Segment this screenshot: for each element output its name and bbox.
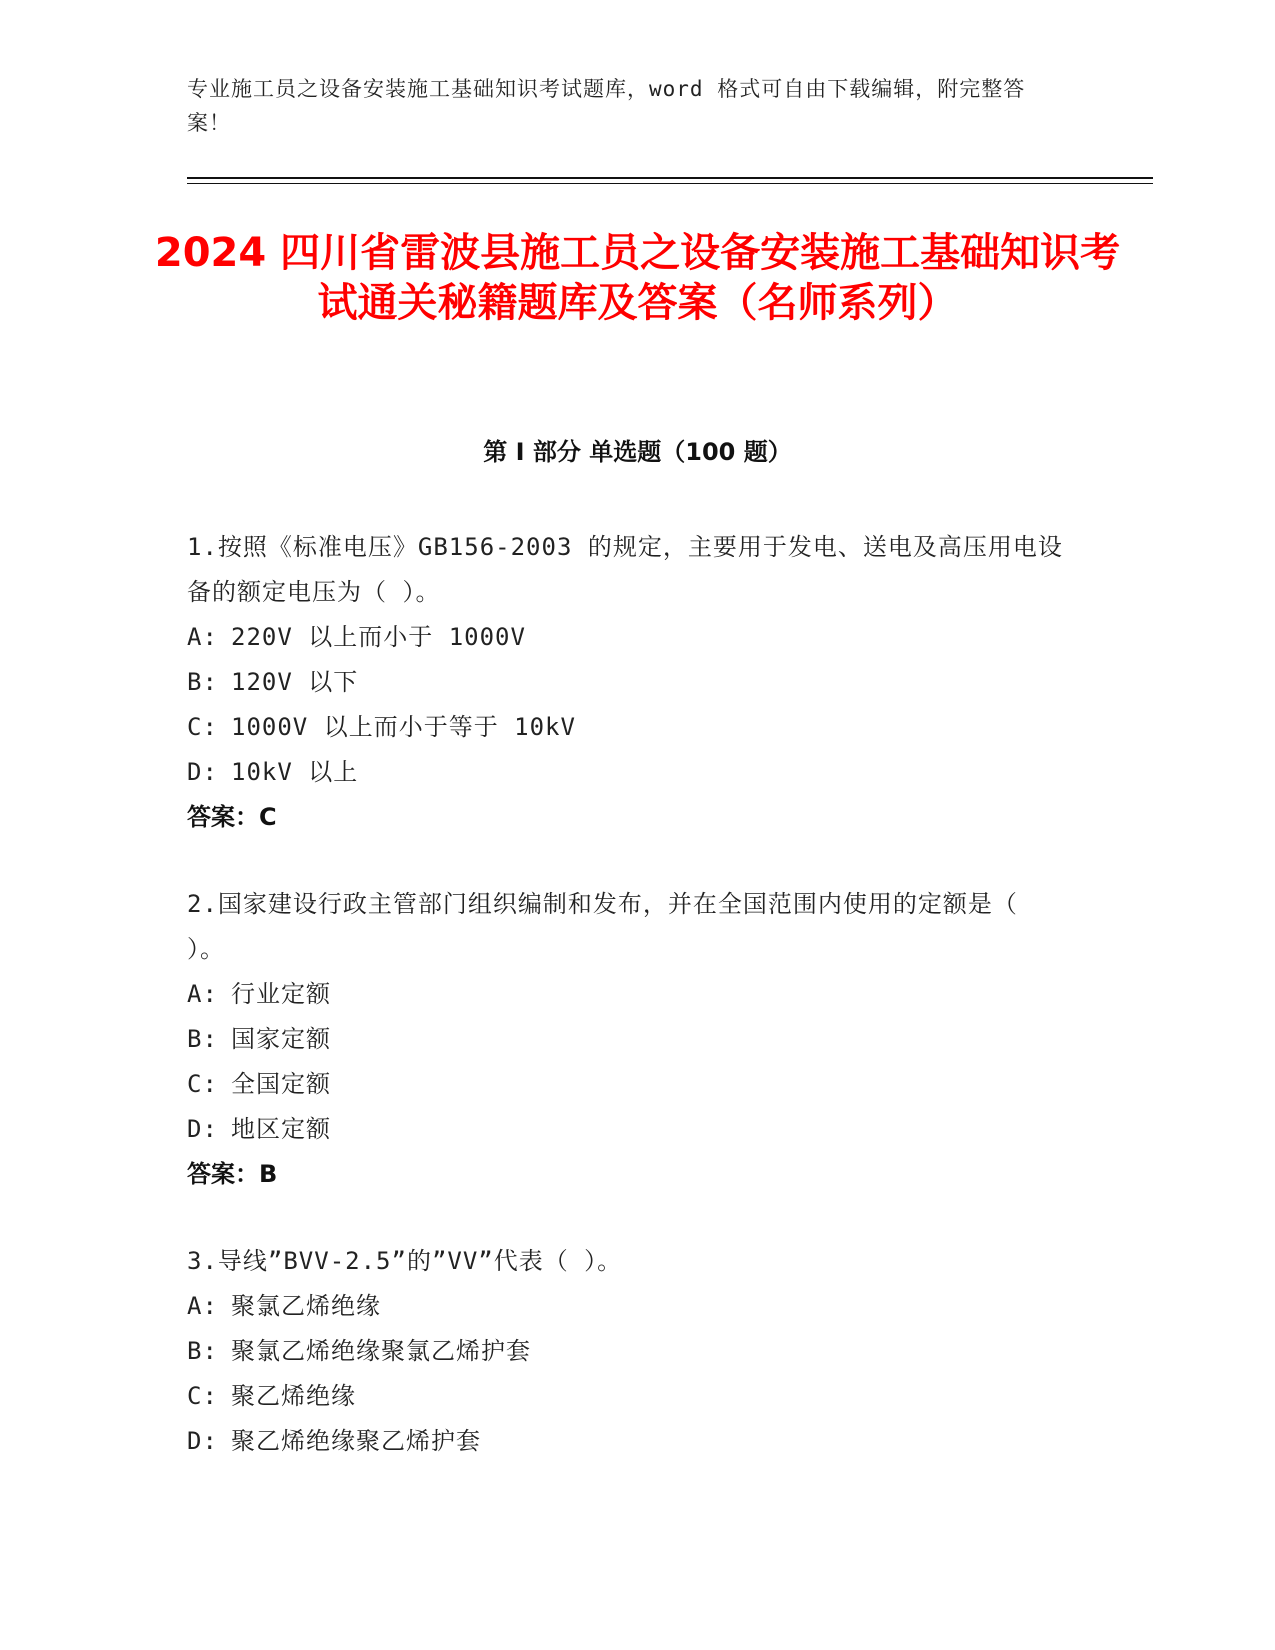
option-c bbox=[187, 1062, 1067, 1107]
option-letter: C: bbox=[187, 713, 218, 741]
option-letter: A: bbox=[187, 623, 218, 651]
option-d bbox=[187, 750, 1067, 795]
option-text: 全国定额 bbox=[231, 1070, 331, 1098]
option-text: 聚氯乙烯绝缘 bbox=[231, 1292, 381, 1320]
option-letter: A: bbox=[187, 1292, 218, 1320]
question-stem: 1.按照《标准电压》GB156-2003 的规定，主要用于发电、送电及高压用电设备的额定电压为（ ）。 bbox=[187, 533, 1063, 606]
option-c bbox=[187, 705, 1067, 750]
option-letter: C: bbox=[187, 1382, 218, 1410]
option-b bbox=[187, 1017, 1067, 1062]
question-1 bbox=[187, 525, 1067, 840]
option-text: 10kV 以上 bbox=[231, 758, 359, 786]
answer-line: 答案：B bbox=[187, 1160, 278, 1188]
option-a bbox=[187, 615, 1067, 660]
option-letter: D: bbox=[187, 1427, 218, 1455]
option-d bbox=[187, 1419, 1067, 1464]
option-a bbox=[187, 972, 1067, 1017]
answer-line: 答案：C bbox=[187, 803, 277, 831]
option-d bbox=[187, 1107, 1067, 1152]
option-text: 行业定额 bbox=[231, 980, 331, 1008]
option-letter: D: bbox=[187, 1115, 218, 1143]
section-title: 第 I 部分 单选题（100 题） bbox=[483, 438, 792, 466]
option-letter: B: bbox=[187, 1337, 218, 1365]
option-text: 1000V 以上而小于等于 10kV bbox=[231, 713, 576, 741]
option-b bbox=[187, 1329, 1067, 1374]
option-text: 120V 以下 bbox=[231, 668, 359, 696]
option-c bbox=[187, 1374, 1067, 1419]
option-text: 聚乙烯绝缘聚乙烯护套 bbox=[231, 1427, 481, 1455]
option-letter: D: bbox=[187, 758, 218, 786]
option-a bbox=[187, 1284, 1067, 1329]
option-text: 聚氯乙烯绝缘聚氯乙烯护套 bbox=[231, 1337, 531, 1365]
header-rule-thin bbox=[187, 183, 1153, 184]
question-stem: 2.国家建设行政主管部门组织编制和发布，并在全国范围内使用的定额是（ ）。 bbox=[187, 890, 1018, 963]
option-text: 220V 以上而小于 1000V bbox=[231, 623, 526, 651]
option-text: 地区定额 bbox=[231, 1115, 331, 1143]
option-letter: B: bbox=[187, 668, 218, 696]
option-text: 聚乙烯绝缘 bbox=[231, 1382, 356, 1410]
option-letter: C: bbox=[187, 1070, 218, 1098]
option-letter: B: bbox=[187, 1025, 218, 1053]
question-stem: 3.导线”BVV-2.5”的”VV”代表（ ）。 bbox=[187, 1247, 623, 1275]
document-title: 2024 四川省雷波县施工员之设备安装施工基础知识考试通关秘籍题库及答案（名师系列） bbox=[154, 230, 1121, 326]
header-rule-thick bbox=[187, 177, 1153, 179]
question-2 bbox=[187, 882, 1067, 1197]
question-3 bbox=[187, 1239, 1067, 1464]
option-letter: A: bbox=[187, 980, 218, 1008]
question-list bbox=[187, 525, 1067, 1506]
option-b bbox=[187, 660, 1067, 705]
option-text: 国家定额 bbox=[231, 1025, 331, 1053]
header-note: 专业施工员之设备安装施工基础知识考试题库，word 格式可自由下载编辑，附完整答案！ bbox=[187, 77, 1026, 135]
